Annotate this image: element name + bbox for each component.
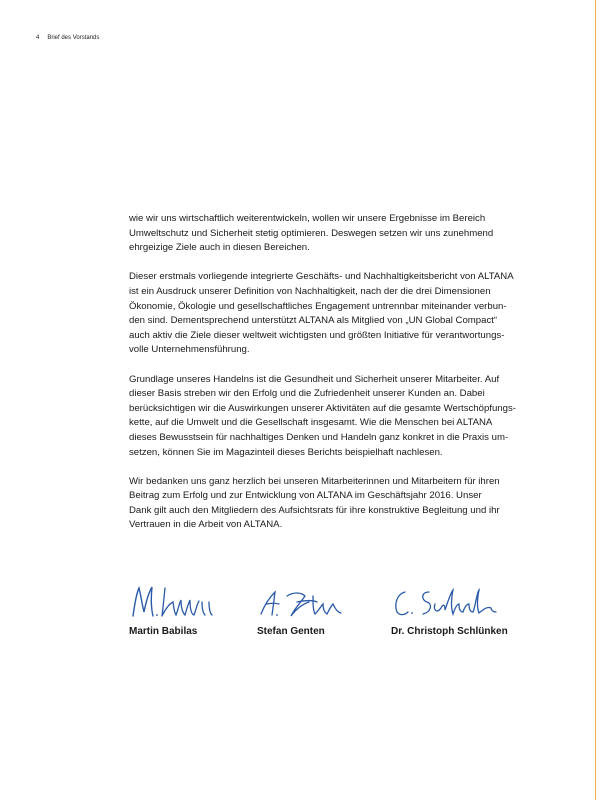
signatory-schluenken [391,582,508,637]
text-line: dieser Basis streben wir den Erfolg und die Zufriedenheit unserer Kunden an. Dabei [129,388,485,400]
text-line: wie wir uns wirtschaftlich weiterentwickeln, wollen wir unsere Ergebnisse im Bereich [129,213,486,224]
signatory-name: Stefan Genten [257,626,325,637]
signatory-babilas [129,582,219,637]
letter-body [129,212,541,548]
handwritten-signature-image [257,582,357,622]
text-line: auch aktiv die Ziele dieser weltweit wichtigsten und größten Initiative für verantwortungs- [129,329,505,341]
text-line: Vertrauen in die Arbeit von ALTANA. [129,519,283,531]
section-title: Brief des Vorstands [47,35,100,41]
paragraph [129,475,541,533]
page-number: 4 [36,35,40,41]
text-line: Dank gilt auch den Mitgliedern des Aufsichtsrats für ihre konstruktive Begleitung und ihr [129,504,500,516]
text-line: ehrgeizige Ziele auch in diesen Bereichen. [129,242,310,254]
text-line: Ökonomie, Ökologie und gesellschaftliches Engagement untrennbar miteinander verbun- [129,300,507,312]
text-line: den sind. Dementsprechend unterstützt ALTANA als Mitglied von „UN Global Compact“ [129,315,498,327]
text-line: kette, auf die Umwelt und die Gesellschaft insgesamt. Wie die Menschen bei ALTANA [129,417,493,429]
paragraph [129,270,541,358]
page-header [36,35,99,41]
handwritten-signature-image [391,582,501,622]
text-line: Umweltschutz und Sicherheit stetig optimieren. Deswegen setzen wir uns zunehmend [129,227,494,239]
handwritten-signature-image [129,582,219,622]
signatory-name: Dr. Christoph Schlünken [391,626,508,637]
signature-block [0,582,601,642]
signatory-name: Martin Babilas [129,626,198,637]
accent-edge-rule [595,0,597,800]
text-line: berücksichtigen wir die Auswirkungen unserer Aktivitäten auf die gesamte Wertschöpfungs- [129,402,516,414]
paragraph [129,212,541,256]
text-line: ist ein Ausdruck unserer Definition von Nachhaltigkeit, nach der die drei Dimensionen [129,285,491,297]
paragraph [129,373,541,461]
text-line: volle Unternehmensführung. [129,344,250,356]
signatory-genten [257,582,357,637]
text-line: dieses Bewusstsein für nachhaltiges Denken und Handeln ganz konkret in die Praxis um- [129,431,509,443]
text-line: Wir bedanken uns ganz herzlich bei unseren Mitarbeiterinnen und Mitarbeitern für ihren [129,475,500,487]
text-line: setzen, können Sie im Magazinteil dieses Berichts beispielhaft nachlesen. [129,446,443,458]
text-line: Grundlage unseres Handelns ist die Gesundheit und Sicherheit unserer Mitarbeiter. Auf [129,373,500,385]
text-line: Dieser erstmals vorliegende integrierte Geschäfts- und Nachhaltigkeitsbericht von ALTANA [129,271,514,283]
text-line: Beitrag zum Erfolg und zur Entwicklung von ALTANA im Geschäftsjahr 2016. Unser [129,490,482,502]
